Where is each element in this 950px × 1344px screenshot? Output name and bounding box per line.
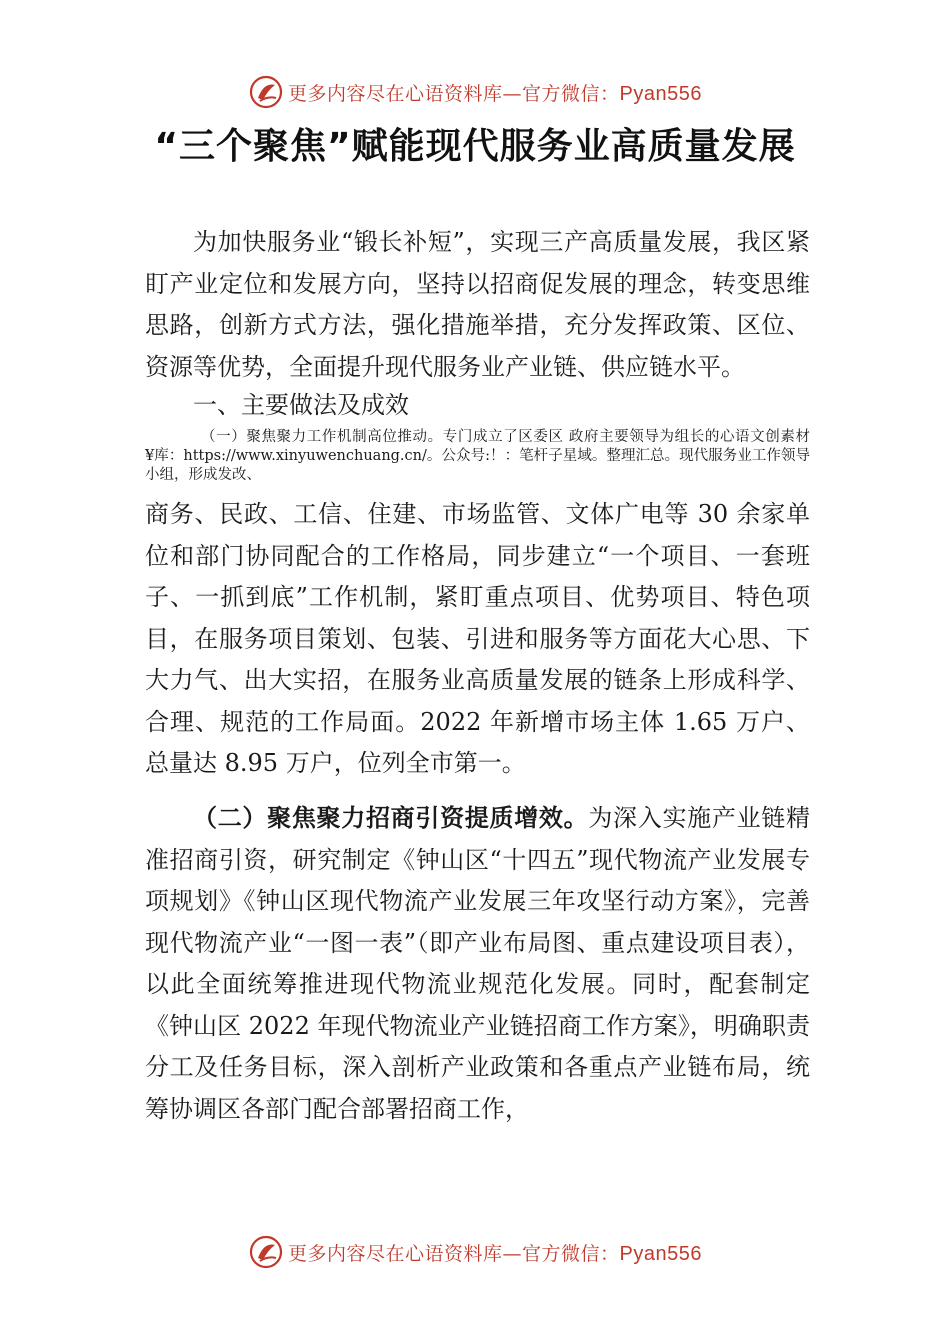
section-heading: 一、主要做法及成效 <box>193 391 409 419</box>
banner-text: 更多内容尽在心语资料库—官方微信：Pyan556 <box>288 1242 702 1265</box>
embedded-note <box>145 428 810 485</box>
paragraph-body: 为深入实施产业链精准招商引资，研究制定《钟山区“十四五”现代物流产业发展专项规划》《钟山区现代物流产业发展三年攻坚行动方案》，完善现代物流产业“一图一表”（即产业布局图、重点建设项目表），以此全面统筹推进现代物流业规范化发展。同时，配套制定《钟山区 2022 年现代物流业产业链招商工作方案》，明确职责分工及任务目标，深入剖析产业政策和各重点产业链布局，统筹协调区各部门配合部署招商工作， <box>145 804 811 1123</box>
paragraph-mechanism: 商务、民政、工信、住建、市场监管、文体广电等 30 余家单位和部门协同配合的工作格局，同步建立“一个项目、一套班子、一抓到底”工作机制，紧盯重点项目、优势项目、特色项目，在服务项目策划、包装、引进和服务等方面花大心思、下大力气、出大实招，在服务业高质量发展的链条上形成科学、合理、规范的工作局面。2022 年新增市场主体 1.65 万户、总量达 8.95 万户，位列全市第一。 <box>145 500 810 777</box>
xinyu-logo-icon <box>248 74 284 110</box>
footer-banner <box>0 1232 950 1272</box>
xinyu-logo-icon <box>248 1234 284 1270</box>
page-title: “三个聚焦”赋能现代服务业高质量发展 <box>154 126 796 167</box>
banner-text: 更多内容尽在心语资料库—官方微信：Pyan556 <box>288 82 702 105</box>
header-banner <box>0 72 950 112</box>
paragraph-intro: 为加快服务业“锻长补短”，实现三产高质量发展，我区紧盯产业定位和发展方向，坚持以招商促发展的理念，转变思维思路，创新方式方法，强化措施举措，充分发挥政策、区位、资源等优势，全面提升现代服务业产业链、供应链水平。 <box>145 228 810 381</box>
small-text-line: （一）聚焦聚力工作机制高位推动。专门成立了区委区 政府主要领导为组长的心语文创素材¥库：https://www.xinyuwenchuang.cn/。公众号:！：笔杆子星域。整理汇总。现代服务业工作领导小组，形成发改、 <box>145 429 810 483</box>
paragraph-investment <box>145 798 810 1130</box>
paragraph-lead: （二）聚焦聚力招商引资提质增效。 <box>193 804 589 832</box>
